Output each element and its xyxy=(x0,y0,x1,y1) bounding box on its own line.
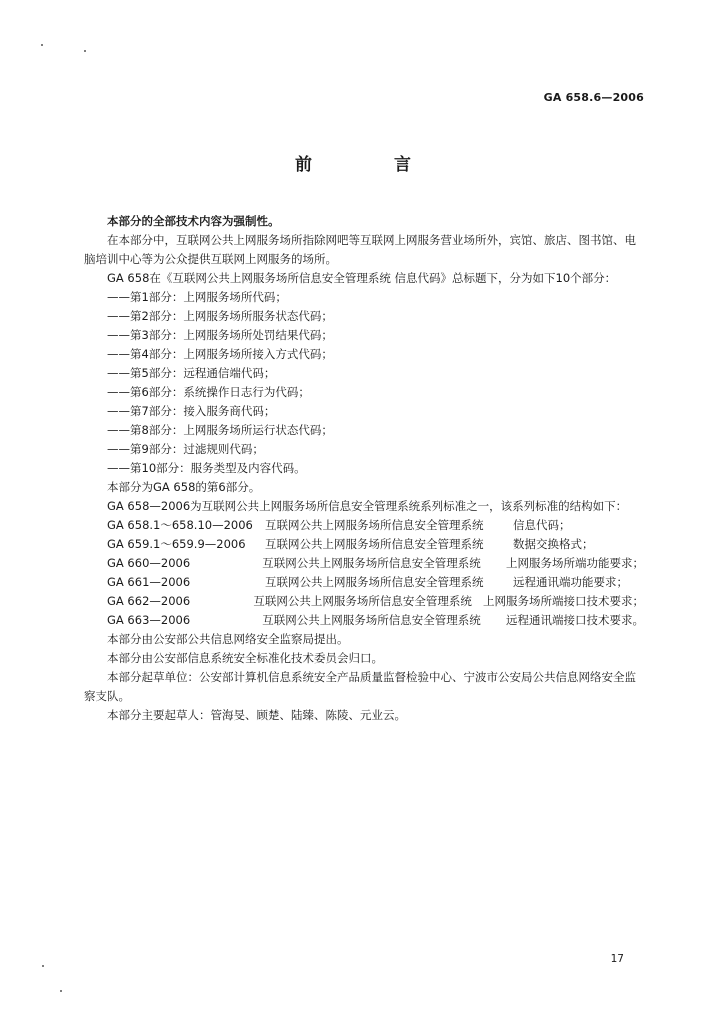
mandatory-statement: 本部分的全部技术内容为强制性。 xyxy=(107,214,280,228)
managed-by: 本部分由公安部信息系统安全标准化技术委员会归口。 xyxy=(107,651,383,665)
series-intro: GA 658—2006为互联网公共上网服务场所信息安全管理系统系列标准之一，该系列标准的结构如下： xyxy=(107,499,628,513)
series-code: GA 659.1～659.9—2006 xyxy=(107,537,246,551)
list-item: ——第10部分：服务类型及内容代码。 xyxy=(107,461,306,475)
series-name: 互联网公共上网服务场所信息安全管理系统 xyxy=(265,575,484,589)
structure-intro: GA 658在《互联网公共上网服务场所信息安全管理系统 信息代码》总标题下，分为如下10个部分： xyxy=(107,271,617,285)
list-item: ——第1部分：上网服务场所代码； xyxy=(107,290,287,304)
scan-speck xyxy=(60,990,62,992)
series-name: 互联网公共上网服务场所信息安全管理系统 xyxy=(265,537,484,551)
series-name: 互联网公共上网服务场所信息安全管理系统 xyxy=(265,518,484,532)
this-part-statement: 本部分为GA 658的第6部分。 xyxy=(107,480,261,494)
series-name: 互联网公共上网服务场所信息安全管理系统 xyxy=(262,613,481,627)
series-code: GA 662—2006 xyxy=(107,594,191,608)
foreword-body xyxy=(84,212,644,725)
series-row xyxy=(84,573,644,592)
proposed-by: 本部分由公安部公共信息网络安全监察局提出。 xyxy=(107,632,349,646)
list-item: ——第5部分：远程通信端代码； xyxy=(107,366,276,380)
series-detail: 上网服务场所端功能要求； xyxy=(506,556,644,570)
series-detail: 数据交换格式； xyxy=(513,537,594,551)
list-item: ——第3部分：上网服务场所处罚结果代码； xyxy=(107,328,333,342)
list-item: ——第7部分：接入服务商代码； xyxy=(107,404,276,418)
drafters: 本部分主要起草人：管海旻、顾楚、陆臻、陈陵、元业云。 xyxy=(107,708,406,722)
series-detail: 上网服务场所端接口技术要求； xyxy=(483,594,644,608)
series-name: 互联网公共上网服务场所信息安全管理系统 xyxy=(253,594,472,608)
scope-paragraph: 在本部分中，互联网公共上网服务场所指除网吧等互联网上网服务营业场所外，宾馆、旅店、图书馆、电脑培训中心等为公众提供互联网上网服务的场所。 xyxy=(84,233,636,266)
parts-list xyxy=(84,288,644,478)
series-name: 互联网公共上网服务场所信息安全管理系统 xyxy=(262,556,481,570)
list-item: ——第9部分：过滤规则代码； xyxy=(107,442,264,456)
series-detail: 远程通讯端功能要求； xyxy=(513,575,628,589)
series-code: GA 661—2006 xyxy=(107,575,191,589)
series-row xyxy=(84,516,644,535)
series-row xyxy=(84,611,644,630)
series-row xyxy=(84,592,644,611)
series-row xyxy=(84,554,644,573)
series-row xyxy=(84,535,644,554)
page-number: 17 xyxy=(610,953,624,965)
page-title: 前 言 xyxy=(295,155,449,175)
standard-code: GA 658.6—2006 xyxy=(543,91,644,104)
series-code: GA 663—2006 xyxy=(107,613,191,627)
series-detail: 信息代码； xyxy=(513,518,571,532)
series-code: GA 660—2006 xyxy=(107,556,191,570)
series-list xyxy=(84,516,644,630)
scan-speck xyxy=(41,44,43,46)
series-detail: 远程通讯端接口技术要求。 xyxy=(506,613,644,627)
list-item: ——第8部分：上网服务场所运行状态代码； xyxy=(107,423,333,437)
list-item: ——第2部分：上网服务场所服务状态代码； xyxy=(107,309,333,323)
list-item: ——第4部分：上网服务场所接入方式代码； xyxy=(107,347,333,361)
series-code: GA 658.1～658.10—2006 xyxy=(107,518,253,532)
scan-speck xyxy=(42,965,44,967)
scan-speck xyxy=(84,50,86,52)
drafted-by: 本部分起草单位：公安部计算机信息系统安全产品质量监督检验中心、宁波市公安局公共信息网络安全监察支队。 xyxy=(84,670,636,703)
list-item: ——第6部分：系统操作日志行为代码； xyxy=(107,385,310,399)
